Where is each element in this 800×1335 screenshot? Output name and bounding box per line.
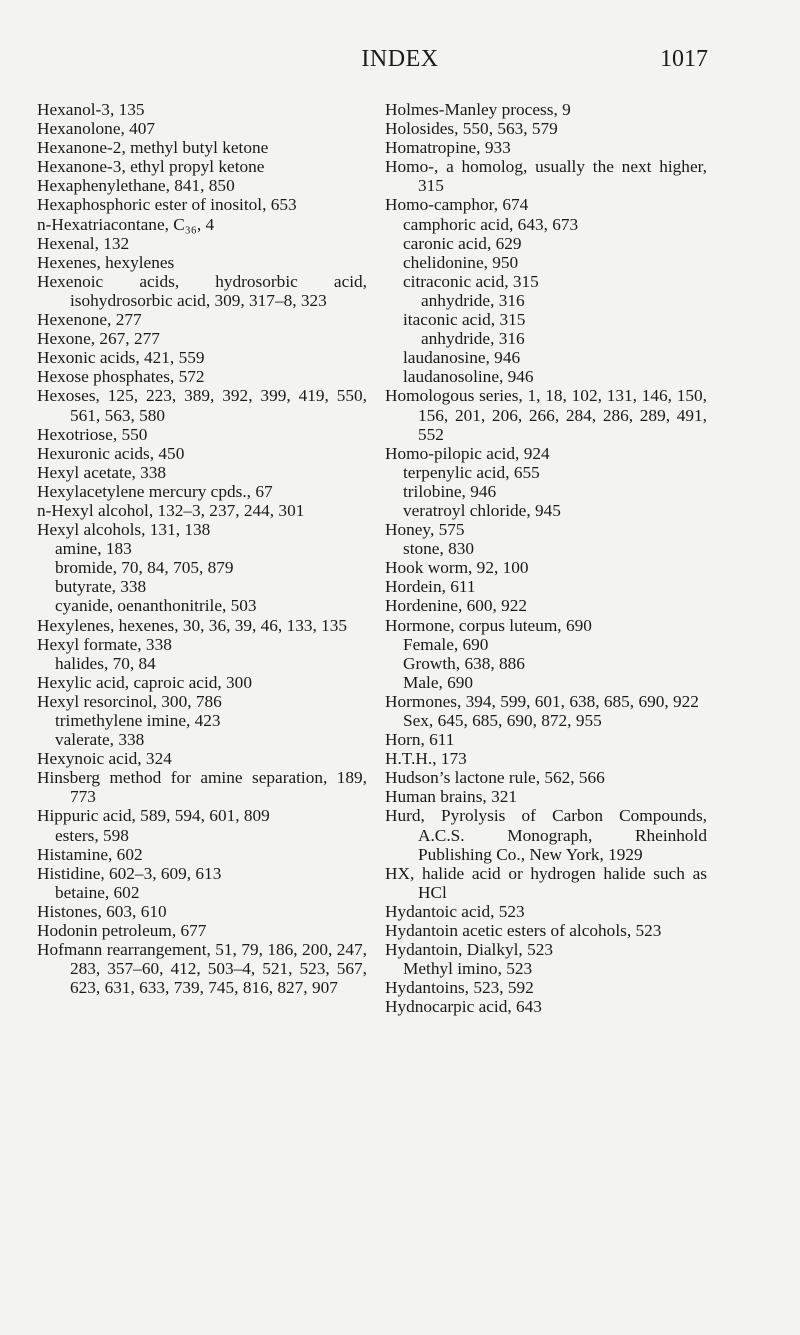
running-title: INDEX	[361, 46, 439, 72]
index-subentry: halides, 70, 84	[55, 653, 156, 673]
index-entry: Hurd, Pyrolysis of Carbon Compounds, A.C.S. Monograph, Rheinhold Publishing Co., New York, 1929	[385, 806, 707, 864]
index-entry: Hydantoins, 523, 592	[385, 978, 534, 998]
index-entry: Hexenes, hexylenes	[37, 252, 175, 272]
index-entry: Homo-, a homolog, usually the next higher, 315	[385, 157, 707, 196]
index-entry: Hexylenes, hexenes, 30, 36, 39, 46, 133, 135	[37, 615, 348, 635]
index-entry: Homatropine, 933	[385, 138, 511, 158]
index-entry: Hinsberg method for amine separation, 189, 773	[37, 768, 367, 807]
index-entry: Hordein, 611	[385, 577, 476, 597]
index-entry: Homologous series, 1, 18, 102, 131, 146, 150, 156, 201, 206, 266, 284, 286, 289, 491, 552	[385, 386, 707, 444]
index-entry: Hormones, 394, 599, 601, 638, 685, 690, 922	[385, 691, 699, 711]
index-subentry: trilobine, 946	[403, 481, 497, 501]
index-subentry: anhydride, 316	[421, 329, 525, 349]
index-entry: Hofmann rearrangement, 51, 79, 186, 200, 247, 283, 357–60, 412, 503–4, 521, 523, 567, 623, 631, 633, 739, 745, 816, 827, 907	[37, 940, 367, 998]
index-entry: Hexenoic acids, hydrosorbic acid, isohydrosorbic acid, 309, 317–8, 323	[37, 271, 367, 310]
index-subentry: Male, 690	[403, 672, 474, 692]
index-entry: Horn, 611	[385, 730, 455, 750]
index-subentry: terpenylic acid, 655	[403, 462, 540, 482]
index-subentry: anhydride, 316	[421, 290, 525, 310]
index-entry: Hexanolone, 407	[37, 119, 156, 139]
index-entry: Holmes-Manley process, 9	[385, 100, 571, 119]
index-entry: Human brains, 321	[385, 787, 517, 807]
index-entry: n-Hexyl alcohol, 132–3, 237, 244, 301	[37, 500, 305, 520]
index-entry: Hexyl alcohols, 131, 138	[37, 520, 211, 540]
index-subentry: bromide, 70, 84, 705, 879	[55, 558, 234, 578]
index-entry: Hexuronic acids, 450	[37, 443, 185, 463]
index-subentry: laudanosoline, 946	[403, 367, 534, 387]
index-entry: Hippuric acid, 589, 594, 601, 809	[37, 806, 270, 826]
index-entry: Hexoses, 125, 223, 389, 392, 399, 419, 550, 561, 563, 580	[37, 386, 367, 425]
index-entry: Hexanol-3, 135	[37, 100, 145, 119]
index-entry: Hexylic acid, caproic acid, 300	[37, 672, 252, 692]
index-subentry: esters, 598	[55, 825, 129, 845]
index-entry: Hexyl resorcinol, 300, 786	[37, 691, 222, 711]
index-entry: Hormone, corpus luteum, 690	[385, 615, 592, 635]
index-entry: Hydnocarpic acid, 643	[385, 997, 542, 1017]
index-entry: Hexenone, 277	[37, 310, 142, 330]
index-entry: Hexenal, 132	[37, 233, 130, 253]
index-subentry: trimethylene imine, 423	[55, 711, 221, 730]
index-entry: Hudson’s lactone rule, 562, 566	[385, 768, 605, 788]
index-subentry: betaine, 602	[55, 882, 140, 902]
index-subentry: Growth, 638, 886	[403, 653, 525, 673]
index-entry: HX, halide acid or hydrogen halide such as HCl	[385, 863, 707, 902]
index-entry: n-Hexatriacontane, C₃₆, 4	[37, 214, 215, 234]
index-subentry: valerate, 338	[55, 730, 145, 750]
page-number: 1017	[660, 46, 708, 72]
index-entry: Holosides, 550, 563, 579	[385, 119, 558, 139]
index-subentry: veratroyl chloride, 945	[403, 500, 561, 520]
index-subentry: caronic acid, 629	[403, 233, 522, 253]
index-entry: Hexotriose, 550	[37, 424, 148, 444]
index-subentry: laudanosine, 946	[403, 348, 521, 368]
index-entry: Hodonin petroleum, 677	[37, 921, 207, 941]
index-subentry: itaconic acid, 315	[403, 310, 526, 330]
index-column-left	[37, 100, 367, 997]
index-entry: Histamine, 602	[37, 844, 143, 864]
index-entry: Histones, 603, 610	[37, 901, 167, 921]
index-entry: Hexaphosphoric ester of inositol, 653	[37, 195, 297, 215]
index-subentry: chelidonine, 950	[403, 252, 519, 272]
index-entry: Hexonic acids, 421, 559	[37, 348, 205, 368]
index-entry: Hexanone-3, ethyl propyl ketone	[37, 157, 265, 177]
index-subentry: Female, 690	[403, 634, 489, 654]
index-entry: Honey, 575	[385, 520, 465, 540]
index-entry: Hydantoin acetic esters of alcohols, 523	[385, 921, 662, 941]
index-entry: Hexone, 267, 277	[37, 329, 160, 349]
index-subentry: cyanide, oenanthonitrile, 503	[55, 596, 257, 616]
page-header	[0, 46, 800, 76]
index-subentry: amine, 183	[55, 539, 132, 559]
index-entry: Hexose phosphates, 572	[37, 367, 205, 387]
index-entry: H.T.H., 173	[385, 749, 467, 769]
index-entry: Homo-camphor, 674	[385, 195, 529, 215]
index-entry: Hexanone-2, methyl butyl ketone	[37, 138, 269, 158]
index-column-right	[385, 100, 707, 1017]
index-subentry: butyrate, 338	[55, 577, 147, 597]
index-entry: Histidine, 602–3, 609, 613	[37, 863, 222, 883]
index-entry: Hexyl acetate, 338	[37, 462, 167, 482]
index-subentry: camphoric acid, 643, 673	[403, 214, 579, 234]
index-entry: Hook worm, 92, 100	[385, 558, 529, 578]
index-entry: Hexyl formate, 338	[37, 634, 172, 654]
index-subentry: Methyl imino, 523	[403, 959, 533, 979]
index-subentry: Sex, 645, 685, 690, 872, 955	[403, 711, 602, 730]
index-subentry: stone, 830	[403, 539, 475, 559]
index-entry: Hordenine, 600, 922	[385, 596, 528, 616]
index-entry: Homo-pilopic acid, 924	[385, 443, 550, 463]
index-entry: Hexaphenylethane, 841, 850	[37, 176, 235, 196]
index-entry: Hydantoin, Dialkyl, 523	[385, 940, 553, 960]
index-entry: Hexylacetylene mercury cpds., 67	[37, 481, 273, 501]
index-subentry: citraconic acid, 315	[403, 271, 539, 291]
index-entry: Hydantoic acid, 523	[385, 901, 525, 921]
index-entry: Hexynoic acid, 324	[37, 749, 172, 769]
